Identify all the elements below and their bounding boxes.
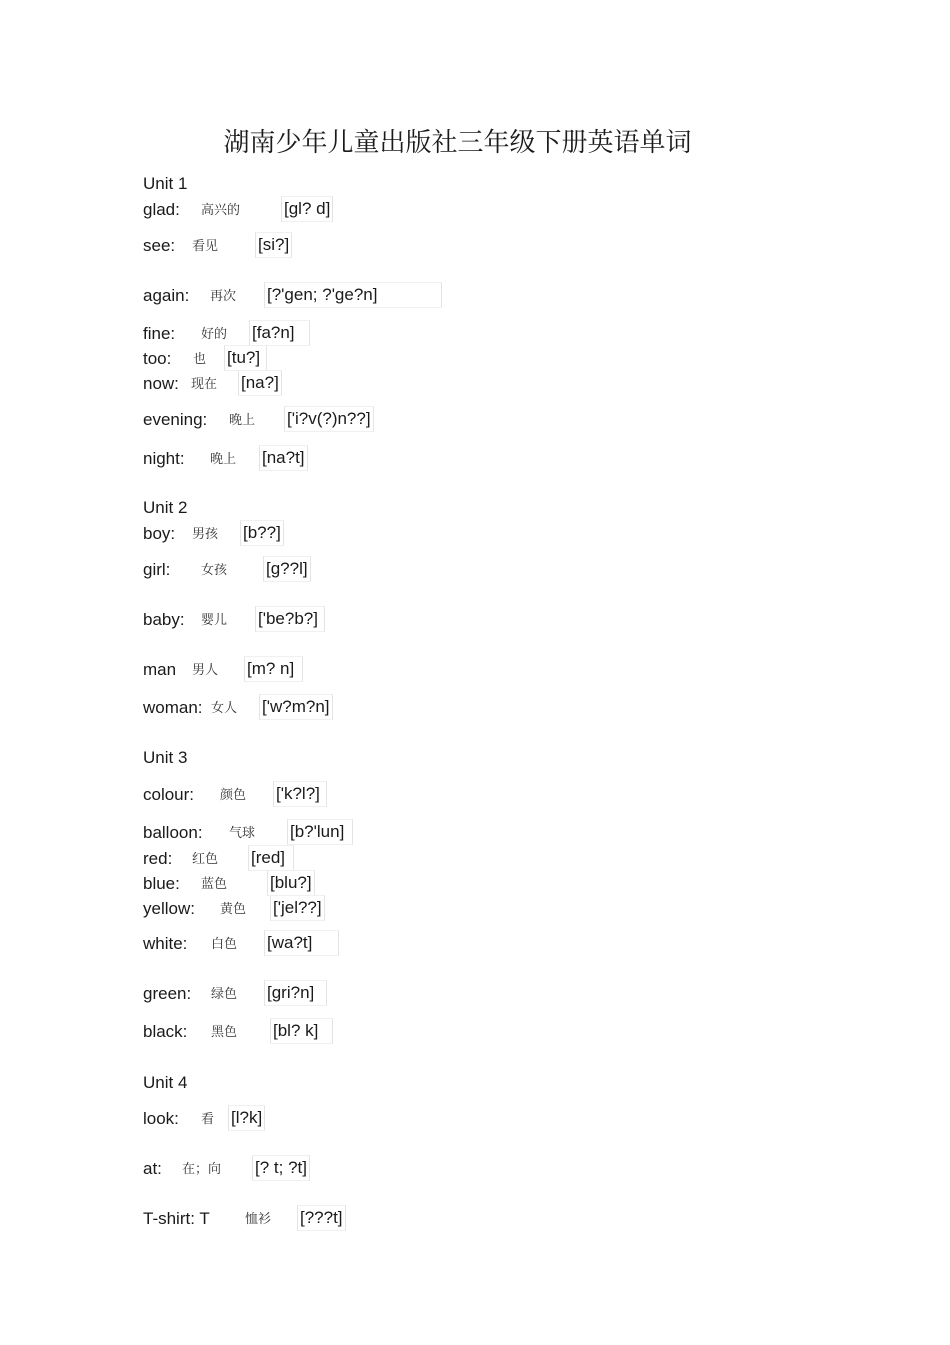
- vocab-word: blue:: [143, 874, 180, 893]
- vocab-meaning: 男孩: [192, 527, 219, 542]
- vocab-word: look:: [143, 1109, 179, 1128]
- vocab-meaning: 绿色: [211, 987, 238, 1002]
- vocab-phonetic: [b?'lun]: [287, 819, 353, 845]
- vocab-meaning: 女人: [211, 701, 238, 716]
- vocab-meaning: 看见: [192, 239, 219, 254]
- vocab-word: man: [143, 660, 177, 679]
- vocab-meaning: 黄色: [220, 902, 247, 917]
- vocab-meaning: 男人: [192, 663, 219, 678]
- vocab-meaning: 白色: [211, 937, 238, 952]
- vocab-word: green:: [143, 984, 192, 1003]
- vocab-phonetic: [na?]: [238, 370, 282, 396]
- vocab-word: see:: [143, 236, 176, 255]
- vocab-meaning: 晚上: [229, 413, 256, 428]
- vocab-meaning: 女孩: [201, 563, 228, 578]
- vocab-word: baby:: [143, 610, 185, 629]
- vocab-word: again:: [143, 286, 190, 305]
- unit-heading: Unit 3: [143, 748, 188, 767]
- vocab-word: girl:: [143, 560, 171, 579]
- vocab-meaning: 高兴的: [201, 203, 241, 218]
- vocab-phonetic: ['w?m?n]: [259, 694, 333, 720]
- vocab-word: red:: [143, 849, 173, 868]
- vocab-meaning: 颜色: [220, 788, 247, 803]
- vocab-phonetic: [tu?]: [224, 345, 267, 371]
- vocab-phonetic: [g??l]: [263, 556, 311, 582]
- vocab-word: black:: [143, 1022, 188, 1041]
- vocab-meaning: 看: [201, 1112, 215, 1127]
- vocab-phonetic: [? t; ?t]: [252, 1155, 310, 1181]
- vocab-word: glad:: [143, 200, 180, 219]
- page-title: 湖南少年儿童出版社三年级下册英语单词: [223, 128, 692, 158]
- vocab-word: too:: [143, 349, 172, 368]
- vocab-word: night:: [143, 449, 185, 468]
- unit-heading: Unit 1: [143, 174, 188, 193]
- vocab-phonetic: [b??]: [240, 520, 284, 546]
- vocab-phonetic: [blu?]: [267, 870, 315, 896]
- vocab-meaning: 晚上: [210, 452, 237, 467]
- vocab-phonetic: [m? n]: [244, 656, 303, 682]
- vocab-meaning: 红色: [192, 852, 219, 867]
- vocab-word: at:: [143, 1159, 162, 1178]
- vocab-word: boy:: [143, 524, 176, 543]
- vocab-phonetic: [wa?t]: [264, 930, 339, 956]
- vocab-meaning: 在；向: [182, 1162, 222, 1177]
- vocab-phonetic: [gl? d]: [281, 196, 333, 222]
- vocab-meaning: 现在: [191, 377, 218, 392]
- vocab-phonetic: [bl? k]: [270, 1018, 333, 1044]
- vocab-meaning: 恤衫: [245, 1212, 272, 1227]
- vocab-meaning: 气球: [229, 826, 256, 841]
- vocab-meaning: 婴儿: [201, 613, 228, 628]
- vocab-phonetic: [gri?n]: [264, 980, 327, 1006]
- vocab-word: white:: [143, 934, 188, 953]
- vocab-phonetic: [na?t]: [259, 445, 308, 471]
- vocab-word: now:: [143, 374, 179, 393]
- vocab-phonetic: ['k?l?]: [273, 781, 327, 807]
- unit-heading: Unit 2: [143, 498, 188, 517]
- vocab-phonetic: ['jel??]: [270, 895, 325, 921]
- vocab-phonetic: [?'gen; ?'ge?n]: [264, 282, 442, 308]
- vocab-phonetic: ['be?b?]: [255, 606, 325, 632]
- vocab-word: T-shirt: T: [143, 1209, 210, 1228]
- vocab-word: colour:: [143, 785, 195, 804]
- vocab-phonetic: [red]: [248, 845, 294, 871]
- vocab-word: balloon:: [143, 823, 203, 842]
- vocab-meaning: 再次: [210, 289, 237, 304]
- vocab-phonetic: [si?]: [255, 232, 292, 258]
- vocab-meaning: 黑色: [211, 1025, 238, 1040]
- vocab-word: yellow:: [143, 899, 195, 918]
- vocab-word: evening:: [143, 410, 208, 429]
- vocab-phonetic: ['i?v(?)n??]: [284, 406, 374, 432]
- vocab-meaning: 也: [193, 352, 207, 367]
- vocab-word: fine:: [143, 324, 176, 343]
- vocab-phonetic: [l?k]: [228, 1105, 265, 1131]
- vocab-phonetic: [???t]: [297, 1205, 346, 1231]
- vocab-meaning: 蓝色: [201, 877, 228, 892]
- vocab-word: woman:: [143, 698, 203, 717]
- vocab-meaning: 好的: [201, 327, 228, 342]
- vocab-phonetic: [fa?n]: [249, 320, 310, 346]
- unit-heading: Unit 4: [143, 1073, 188, 1092]
